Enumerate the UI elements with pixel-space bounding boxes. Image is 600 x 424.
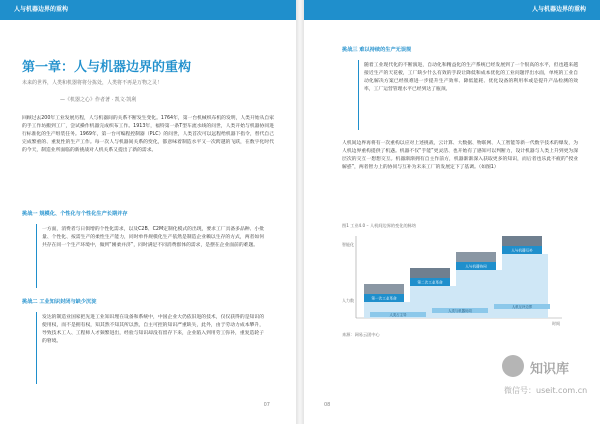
- stage-label-4: 人与机器互补: [511, 248, 533, 253]
- section-text-challenge-2: 发达的制造业国家把先进工业知识埋在设备和系统中，中国企业大仍依旧进的技术，仅仅获得的是知识的使用权，而不是拥有权，知其然不知其所以然，自主可控的知识严重缺失，此外，由于劳动力成本攀升，导致技术工人、工程师人才频繁进出，经验与知识却没有留存下来，企业陷入到用劳工弥补，重复造轮子的窘境。: [42, 315, 264, 344]
- x-axis-label: 时间: [552, 321, 560, 326]
- band-label-2: 人类与机器协同: [448, 308, 472, 313]
- stage-photo-2: [410, 268, 450, 278]
- y-label-bottom: 人力数: [342, 298, 354, 303]
- stage-label-1: 第一次工业革命: [371, 296, 397, 301]
- stage-3: [456, 252, 496, 270]
- figure-caption: 图1 工业4.0 – 人机间边界的变化的脉络: [342, 223, 417, 228]
- stage-label-3: 人与机器协同: [465, 264, 487, 269]
- epigraph-quote: 未来的世界，人类和机器将将分拣处，人类将不再是万物之灵！: [22, 80, 163, 86]
- left-running-head: 人与机器边界的重构: [14, 6, 69, 13]
- watermark-name: 知识库: [530, 362, 570, 377]
- answer-paragraph: 人机间边界再将有一次重构以应对上述挑战，云计算、大数据、物联网、人工智能等新一代数字技术的爆发，为人机边界重构提供了机遇。机器不仅“手能”更灵活、也开始有了感知可以判断力，设计机器与人类上升到更为深层次的交互一想想交互。机器渐渐拥有自主作前方，机器渐渐深入获取更多的知识，而后者也乐此不疲的“授业解惑”，两者智力上的协同与互补为未来工厂的发展定下了基调。（如图1）: [342, 141, 578, 170]
- band-label-1: 人类占主导: [389, 312, 407, 317]
- right-header-bar: [304, 0, 600, 20]
- figure-source: 来源：网易云团中心: [342, 332, 380, 337]
- band-label-3: 人机互补边界: [511, 304, 533, 309]
- stage-photo-3: [456, 252, 496, 262]
- left-header-bar: [0, 0, 296, 20]
- section-title-challenge-1: 挑战一 規模化、个性化与个性化生产长期并存: [22, 211, 128, 217]
- section-text-challenge-3: 随着工业现代化的不断演进，自动化和精益化的生产系统已经发展到了一个很高的水平，但也越来越接近生产的天花板，工厂缺少什么有效的手段让降低和成本优化的工业问题浮出水面，单纯的工业自动化解决方案已经很难进一步提升生产效率、降低能耗、优化设备的利用率或是提升产品检测的效率，工厂运营管理水平已经到达了瓶颈。: [364, 63, 578, 92]
- section-rule-3: [358, 60, 359, 130]
- intro-paragraph: 回顾过去200年工业发展历程，人与机器间的关系不断发生变化。1764年，第一台机械织布机的发明，人类开始从自家的手工作坊搬到工厂，尝试操作机器完成织布工作。1913年，福特第一条T型车流水线的问世，人类开始与机器协同进行标准化的生产组装任务。1969年，第一台可编程控制器（PLC）的问世，人类首次可以远程给机器下指令，替代自己完成繁重的、重复性的生产工作。每一次人与机器间关系的变化，都意味着制造水平又一次跨越的飞跃，在数字化时代的今天，制造业所面临的新挑战对人机关系又提出了新的需求。: [22, 116, 274, 153]
- left-page-number: 07: [263, 402, 270, 408]
- section-title-challenge-3: 挑战三 难以持续的生产无误规: [342, 47, 412, 53]
- stage-photo-4: [502, 236, 542, 246]
- stage-2: [410, 268, 450, 286]
- book-gutter: [296, 0, 304, 424]
- stage-label-2: 第二次工业革命: [417, 280, 443, 285]
- watermark-wechat-id: 微信号：useit.com.cn: [504, 386, 588, 395]
- watermark: [502, 355, 598, 415]
- chapter-title: 第一章：人与机器边界的重构: [22, 60, 192, 75]
- right-running-head: 人与机器边界的重构: [531, 6, 586, 13]
- section-rule-2: [36, 312, 37, 384]
- y-label-top: 智能化: [342, 242, 354, 247]
- stage-photo-1: [364, 284, 404, 294]
- right-page-number: 08: [324, 402, 331, 408]
- section-rule-1: [36, 224, 37, 288]
- left-page: [0, 0, 296, 424]
- evolution-diagram: [340, 232, 570, 328]
- stage-4: [502, 236, 542, 254]
- section-text-challenge-1: 一方面，消费者与日俱增的个性化需求，以及C2B、C2M定制化模式的出现，要求工厂具备多品种、小批量、个性化、按需生产的柔性生产能力，同时单件规模化生产依然是制造企业赖以生存的方式，两者如何共存在同一个生产环境中，做到“刚柔并济”，同时满足不同消费群体的需求，是摆在企业面前的难题。: [42, 227, 264, 248]
- epigraph-author: —《机器之心》作者著 · 凯文·凯利: [60, 97, 137, 103]
- stage-1: [364, 284, 404, 302]
- section-title-challenge-2: 挑战二 工业知识封闭与缺少沉淀: [22, 299, 97, 305]
- watermark-logo: [502, 355, 524, 377]
